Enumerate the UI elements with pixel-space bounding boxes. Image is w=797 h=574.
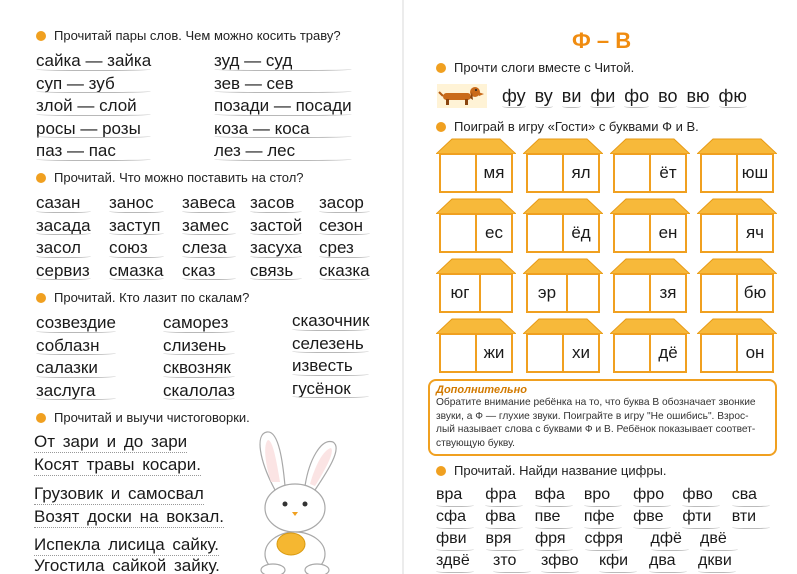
guest-house	[523, 198, 603, 254]
house-body	[700, 153, 774, 193]
grid-cell: фря	[535, 530, 585, 552]
house-body	[526, 273, 600, 313]
guest-house	[610, 258, 690, 314]
task1-heading	[36, 28, 341, 43]
grid-row	[436, 552, 781, 574]
info-title: Дополнительно	[436, 384, 527, 396]
bullet-icon	[36, 173, 46, 183]
house-syllable: юг	[450, 283, 470, 302]
word: сказочник	[292, 310, 369, 333]
house-roof-icon	[610, 138, 690, 154]
word: слизень	[163, 335, 235, 358]
house-body	[439, 213, 513, 253]
word-pair: зуд — суд	[214, 50, 352, 73]
house-body	[700, 213, 774, 253]
grid-row	[436, 508, 781, 530]
word: завеса	[182, 192, 236, 215]
house-body	[700, 333, 774, 373]
house-roof-icon	[610, 258, 690, 274]
guest-house	[697, 138, 777, 194]
house-syllable: жи	[475, 335, 511, 371]
word: засуха	[250, 237, 302, 260]
word: сезон	[319, 215, 370, 238]
word-pair: злой — слой	[36, 95, 151, 118]
task2-column-2	[109, 192, 164, 282]
house-syllable: ёд	[562, 215, 598, 251]
syllable: ви	[561, 86, 582, 106]
info-line: звуки, а Ф — глухие звуки. Поиграйте в игру "Не ошибись". Взрос-	[436, 410, 749, 422]
house-syllable: бю	[736, 275, 772, 311]
word: саморез	[163, 312, 235, 335]
task3-column-3	[292, 310, 369, 400]
task3-heading-text: Прочитай. Кто лазит по скалам?	[54, 290, 250, 305]
task3-heading	[36, 290, 249, 305]
house-empty-cell	[702, 155, 736, 191]
grid-cell: два	[649, 552, 698, 574]
tongue-twister-line: Угостила сайкой зайку.	[34, 556, 220, 574]
bullet-icon	[436, 466, 446, 476]
task2-column-3	[182, 192, 236, 282]
syllable: фю	[718, 86, 747, 106]
house-body	[526, 153, 600, 193]
grid-cell: вра	[436, 486, 485, 508]
task1-column-2	[214, 50, 352, 163]
house-syllable: хи	[562, 335, 598, 371]
task4-heading	[36, 410, 250, 425]
guest-house	[610, 318, 690, 374]
task3-column-2	[163, 312, 235, 402]
task2-column-1	[36, 192, 91, 282]
grid-cell: сфа	[436, 508, 485, 530]
house-roof-icon	[610, 198, 690, 214]
grid-cell: фва	[485, 508, 534, 530]
word: смазка	[109, 260, 164, 283]
word: засол	[36, 237, 91, 260]
guests-game-heading-text: Поиграй в игру «Гости» с буквами Ф и В.	[454, 119, 699, 134]
word: селезень	[292, 333, 369, 356]
lesson-title: Ф – В	[572, 28, 632, 53]
right-page	[404, 0, 797, 574]
word: замес	[182, 215, 236, 238]
house-roof-icon	[697, 318, 777, 334]
word: сквозняк	[163, 357, 235, 380]
house-syllable: юш	[736, 155, 772, 191]
guest-house	[697, 198, 777, 254]
word: занос	[109, 192, 164, 215]
syllable: фи	[590, 86, 616, 106]
info-line: лый называет слова с буквами Ф и В. Ребёнок показывает соответ-	[436, 424, 756, 435]
grid-cell: сфря	[585, 530, 651, 552]
grid-cell: фви	[436, 530, 486, 552]
house-empty-cell	[702, 275, 736, 311]
bullet-icon	[36, 413, 46, 423]
house-empty-cell	[615, 215, 649, 251]
task1-column-1	[36, 50, 151, 163]
syllable: во	[658, 86, 678, 106]
house-body	[439, 273, 513, 313]
house-empty-cell	[566, 275, 598, 311]
bullet-icon	[436, 122, 446, 132]
task2-column-5	[319, 192, 370, 282]
additional-info-box	[428, 379, 777, 456]
house-roof-icon	[436, 138, 516, 154]
house-syllable: дё	[649, 335, 685, 371]
house-empty-cell	[441, 155, 475, 191]
grid-cell: здвё	[436, 552, 493, 574]
word-pair: росы — розы	[36, 118, 151, 141]
dachshund-icon	[437, 84, 487, 108]
house-empty-cell	[702, 335, 736, 371]
guest-house	[610, 198, 690, 254]
house-syllable: мя	[475, 155, 511, 191]
house-syllable: зя	[649, 275, 685, 311]
task2-heading	[36, 170, 304, 185]
grid-cell: кфи	[599, 552, 649, 574]
word: союз	[109, 237, 164, 260]
grid-cell: дфё	[651, 530, 701, 552]
grid-cell: двё	[700, 530, 750, 552]
house-roof-icon	[697, 198, 777, 214]
house-empty-cell	[441, 215, 475, 251]
bullet-icon	[36, 293, 46, 303]
house-empty-cell	[615, 155, 649, 191]
word: связь	[250, 260, 302, 283]
word: срез	[319, 237, 370, 260]
word-pair: суп — зуб	[36, 73, 151, 96]
bunny-illustration	[245, 430, 350, 574]
grid-cell: зто	[493, 552, 541, 574]
word: соблазн	[36, 335, 116, 358]
house-syllable: ял	[562, 155, 598, 191]
word: засов	[250, 192, 302, 215]
house-syllable: ёт	[649, 155, 685, 191]
task4-heading-text: Прочитай и выучи чистоговорки.	[54, 410, 250, 425]
house-body	[613, 333, 687, 373]
grid-cell: сва	[732, 486, 781, 508]
syllable: вю	[686, 86, 710, 106]
word-pair: паз — пас	[36, 140, 151, 163]
word-pair: лез — лес	[214, 140, 352, 163]
digit-heading	[436, 463, 667, 478]
grid-cell: пве	[535, 508, 584, 530]
house-roof-icon	[610, 318, 690, 334]
guest-house	[436, 198, 516, 254]
house-empty-cell	[528, 155, 562, 191]
syllables-heading	[436, 60, 634, 75]
house-body	[439, 333, 513, 373]
house-syllable: яч	[736, 215, 772, 251]
house-body	[613, 273, 687, 313]
guest-house	[523, 258, 603, 314]
house-syllable: ес	[475, 215, 511, 251]
word: застой	[250, 215, 302, 238]
grid-row	[436, 530, 781, 552]
task3-column-1	[36, 312, 116, 402]
tongue-twister-line: Косят травы косари.	[34, 455, 201, 474]
tongue-twister-line: Испекла лисица сайку.	[34, 535, 220, 554]
house-body	[700, 273, 774, 313]
word: созвездие	[36, 312, 116, 335]
word: слеза	[182, 237, 236, 260]
house-empty-cell	[615, 335, 649, 371]
word-pair: позади — посади	[214, 95, 352, 118]
syllable: фо	[624, 86, 650, 106]
grid-cell: дкви	[698, 552, 748, 574]
house-syllable: эр	[537, 283, 557, 302]
word: салазки	[36, 357, 116, 380]
guests-game-heading	[436, 119, 699, 134]
word-pair: коза — коса	[214, 118, 352, 141]
syllable: фу	[502, 86, 526, 106]
word: засор	[319, 192, 370, 215]
house-empty-cell	[528, 335, 562, 371]
info-line: ствующую букву.	[436, 437, 515, 449]
word-pair: сайка — зайка	[36, 50, 151, 73]
house-roof-icon	[523, 198, 603, 214]
digit-heading-text: Прочитай. Найди название цифры.	[454, 463, 667, 478]
grid-cell: зфво	[541, 552, 599, 574]
house-body	[526, 333, 600, 373]
grid-row	[436, 486, 781, 508]
grid-cell: вро	[584, 486, 633, 508]
house-roof-icon	[436, 318, 516, 334]
house-roof-icon	[523, 318, 603, 334]
grid-cell: вря	[486, 530, 536, 552]
guest-house	[697, 258, 777, 314]
word-pair: зев — сев	[214, 73, 352, 96]
word: сказ	[182, 260, 236, 283]
guest-house	[523, 138, 603, 194]
tongue-twister-line: Возят доски на вокзал.	[34, 507, 225, 526]
house-empty-cell	[479, 275, 511, 311]
grid-cell: фво	[682, 486, 731, 508]
guest-house	[610, 138, 690, 194]
house-body	[526, 213, 600, 253]
grid-cell: фти	[682, 508, 731, 530]
word: известь	[292, 355, 369, 378]
word: сказка	[319, 260, 370, 283]
syllables-row	[502, 86, 747, 107]
tongue-twister-line: Грузовик и самосвал	[34, 484, 204, 503]
house-body	[613, 213, 687, 253]
grid-cell: фра	[485, 486, 534, 508]
info-line: Обратите внимание ребёнка на то, что буква В обозначает звонкие	[436, 397, 756, 408]
task2-heading-text: Прочитай. Что можно поставить на стол?	[54, 170, 304, 185]
house-body	[439, 153, 513, 193]
house-roof-icon	[697, 138, 777, 154]
house-empty-cell	[528, 215, 562, 251]
grid-cell: фро	[633, 486, 682, 508]
house-empty-cell	[615, 275, 649, 311]
word: сазан	[36, 192, 91, 215]
house-roof-icon	[436, 258, 516, 274]
house-empty-cell	[441, 335, 475, 371]
guest-house	[523, 318, 603, 374]
syllable: ву	[534, 86, 553, 106]
syllable-grid	[436, 486, 781, 574]
word: заслуга	[36, 380, 116, 403]
grid-cell: пфе	[584, 508, 633, 530]
grid-cell: фве	[633, 508, 682, 530]
tongue-twister-line: От зари и до зари	[34, 432, 188, 451]
house-empty-cell	[702, 215, 736, 251]
guest-house	[436, 258, 516, 314]
syllables-heading-text: Прочти слоги вместе с Читой.	[454, 60, 635, 75]
word: сервиз	[36, 260, 91, 283]
bullet-icon	[436, 63, 446, 73]
word: заступ	[109, 215, 164, 238]
house-roof-icon	[523, 138, 603, 154]
task1-heading-text: Прочитай пары слов. Чем можно косить траву?	[54, 28, 341, 43]
grid-cell: вти	[732, 508, 781, 530]
bullet-icon	[36, 31, 46, 41]
word: скалолаз	[163, 380, 235, 403]
house-syllable: он	[736, 335, 772, 371]
guest-house	[436, 138, 516, 194]
house-roof-icon	[697, 258, 777, 274]
word: гусёнок	[292, 378, 369, 401]
house-roof-icon	[436, 198, 516, 214]
task2-column-4	[250, 192, 302, 282]
guest-house	[697, 318, 777, 374]
house-syllable: ен	[649, 215, 685, 251]
house-body	[613, 153, 687, 193]
grid-cell: вфа	[535, 486, 584, 508]
guest-house	[436, 318, 516, 374]
word: засада	[36, 215, 91, 238]
house-roof-icon	[523, 258, 603, 274]
